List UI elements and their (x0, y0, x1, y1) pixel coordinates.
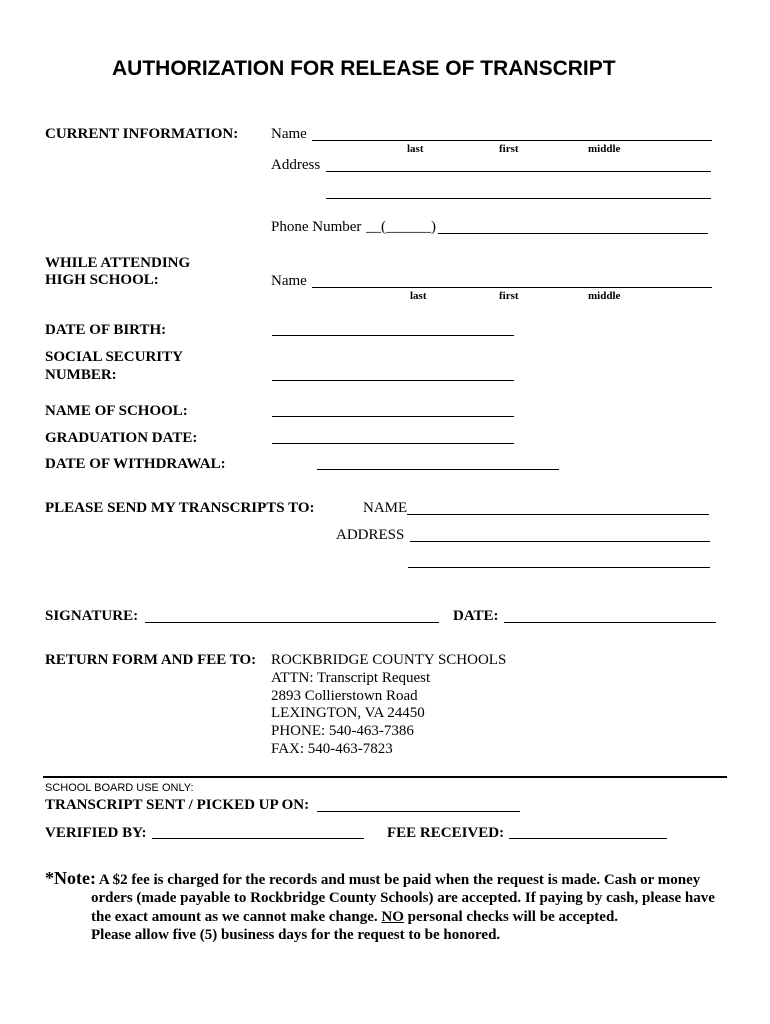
withdrawal-date-label: DATE OF WITHDRAWAL: (45, 456, 226, 472)
current-address-field-1[interactable] (326, 171, 711, 172)
return-address-line: ATTN: Transcript Request (271, 669, 431, 686)
date-label: DATE: (453, 608, 499, 624)
date-field[interactable] (504, 622, 716, 623)
fee-note-line4: Please allow five (5) business days for the request to be honored. (91, 927, 501, 944)
fee-received-label: FEE RECEIVED: (387, 825, 505, 841)
school-name-label: NAME OF SCHOOL: (45, 403, 188, 419)
graduation-date-label: GRADUATION DATE: (45, 430, 198, 446)
attending-name-sublabel-middle: middle (588, 290, 621, 302)
return-address-line: PHONE: 540-463-7386 (271, 723, 414, 740)
signature-label: SIGNATURE: (45, 608, 139, 624)
transcript-sent-field[interactable] (317, 811, 520, 812)
current-information-label: CURRENT INFORMATION: (45, 126, 239, 142)
fee-note-line1 (45, 869, 715, 889)
note-text: the exact amount as we cannot make change. (91, 908, 378, 925)
send-address-field-2[interactable] (408, 567, 710, 568)
attending-name-field[interactable] (312, 287, 712, 288)
withdrawal-date-field[interactable] (317, 469, 559, 470)
verified-by-field[interactable] (152, 838, 364, 839)
ssn-label-line1: SOCIAL SECURITY (45, 349, 183, 365)
attending-name-label: Name (271, 273, 307, 289)
send-name-field[interactable] (407, 514, 709, 515)
send-address-field-1[interactable] (410, 541, 710, 542)
send-transcripts-label: PLEASE SEND MY TRANSCRIPTS TO: (45, 500, 315, 516)
fee-note-line3 (45, 908, 715, 926)
attending-label-line2: HIGH SCHOOL: (45, 272, 159, 288)
current-name-sublabel-first: first (499, 143, 519, 155)
fee-received-field[interactable] (509, 838, 667, 839)
return-address-line: FAX: 540-463-7823 (271, 740, 393, 757)
date-of-birth-label: DATE OF BIRTH: (45, 322, 167, 338)
ssn-field[interactable] (272, 380, 514, 381)
graduation-date-field[interactable] (272, 443, 514, 444)
ssn-label-line2: NUMBER: (45, 367, 117, 383)
return-address-block (271, 652, 506, 759)
date-of-birth-field[interactable] (272, 335, 514, 336)
attending-name-sublabel-first: first (499, 290, 519, 302)
current-name-label: Name (271, 126, 307, 142)
school-name-field[interactable] (272, 416, 514, 417)
return-address-line: ROCKBRIDGE COUNTY SCHOOLS (271, 652, 507, 668)
note-text: A $2 fee is charged for the records and must be paid when the request is made. Cash or money (98, 872, 701, 888)
send-name-label: NAME (363, 500, 408, 516)
current-phone-area-code: __(______) (366, 219, 436, 235)
note-text: personal checks will be accepted. (407, 908, 619, 925)
attending-label-line1: WHILE ATTENDING (45, 255, 191, 271)
return-form-label: RETURN FORM AND FEE TO: (45, 652, 257, 668)
board-header: SCHOOL BOARD USE ONLY: (45, 782, 194, 794)
return-address-line: LEXINGTON, VA 24450 (271, 705, 425, 722)
verified-by-label: VERIFIED BY: (45, 825, 147, 841)
transcript-sent-label: TRANSCRIPT SENT / PICKED UP ON: (45, 797, 310, 813)
note-no-emphasis: NO (381, 908, 404, 925)
current-address-label: Address (271, 157, 321, 173)
page-title: AUTHORIZATION FOR RELEASE OF TRANSCRIPT (112, 57, 616, 80)
board-divider (43, 776, 727, 778)
current-phone-field[interactable] (438, 233, 708, 234)
return-address-line: 2893 Collierstown Road (271, 687, 418, 704)
current-name-field[interactable] (312, 140, 712, 141)
current-phone-label: Phone Number (271, 219, 362, 235)
note-heading: *Note: (45, 868, 96, 888)
fee-note-line2: orders (made payable to Rockbridge County Schools) are accepted. If paying by cash, please have (91, 890, 715, 907)
current-name-sublabel-last: last (407, 143, 424, 155)
attending-name-sublabel-last: last (410, 290, 427, 302)
current-address-field-2[interactable] (326, 198, 711, 199)
signature-field[interactable] (145, 622, 439, 623)
send-address-label: ADDRESS (336, 527, 405, 543)
current-name-sublabel-middle: middle (588, 143, 621, 155)
fee-note (45, 869, 715, 945)
